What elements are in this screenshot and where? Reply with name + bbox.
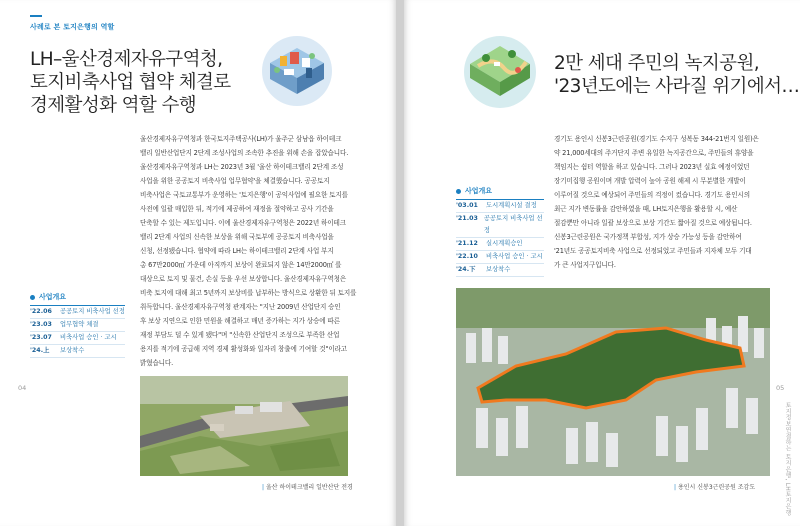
body-line: 밸리 일반산업단지 2단계 조성사업의 조속한 추진을 위해 손을 잡았습니다. — [140, 149, 349, 157]
spine-gutter — [396, 0, 404, 526]
overview-row: '24.上 보상착수 — [30, 345, 125, 358]
bullet-icon — [30, 295, 35, 300]
overview-row: '21.03 공공토지 비축사업 선정 — [456, 213, 544, 238]
left-overview-box — [30, 292, 125, 358]
left-page — [0, 0, 396, 526]
body-line: 밝혔습니다. — [140, 359, 174, 367]
body-line: 대상으로 토지 및 물건, 손실 등을 우선 보상합니다. 울산경제자유구역청은 — [140, 275, 347, 283]
left-body — [140, 132, 372, 370]
page-number: 05 — [776, 384, 785, 392]
overview-row: '24.下 보상착수 — [456, 264, 544, 277]
overview-row: '22.10 비축사업 승인 · 고시 — [456, 251, 544, 264]
right-page — [404, 0, 800, 526]
overview-row: '22.06 공공토지 비축사업 선정 — [30, 306, 125, 319]
overview-row: '23.03 업무협약 체결 — [30, 319, 125, 332]
body-line: 이루어질 것으로 예상되어 주민들의 걱정이 컸습니다. 경기도 용인시의 — [554, 191, 750, 199]
overview-row: '23.07 비축사업 승인 · 고시 — [30, 332, 125, 345]
body-line: 책임지는 쉼터 역할을 하고 있습니다. 그러나 2023년 실효 예정이었던 — [554, 163, 750, 171]
body-line: 울산경제자유구역청과 LH는 2023년 3월 '울산 하이테크밸리 2단계 조성 — [140, 163, 344, 171]
body-line: '21년도 공공토지비축 사업으로 선정되었고 주민들과 지자체 모두 기대 — [554, 247, 752, 255]
industrial-illustration — [262, 36, 332, 106]
caption-marker: | — [674, 484, 677, 491]
body-line: 취득합니다. 울산경제자유구역청 관계자는 "지난 2009년 산업단지 승인 — [140, 303, 341, 311]
body-line: 비축사업은 국토교통부가 운영하는 '토지은행'이 공익사업에 필요한 토지를 — [140, 191, 348, 199]
yongin-park-aerial-photo — [456, 288, 770, 476]
park-illustration — [464, 36, 536, 108]
left-caption: | 울산 하이테크밸리 일반산단 전경 — [262, 484, 353, 491]
body-line: 밸리 2단계 사업의 신속한 보상을 위해 국토부에 공공토지 비축사업을 — [140, 233, 334, 241]
right-title-line: '23년도에는 사라질 위기에서… — [554, 76, 800, 97]
body-line: 신청, 선정됐습니다. 협약에 따라 LH는 하이테크밸리 2단계 사업 부지 — [140, 247, 334, 255]
body-line: 후 보상 지연으로 인한 민원을 해결하고 매년 증가하는 지가 상승에 따른 — [140, 317, 340, 325]
bullet-icon — [456, 189, 461, 194]
page-number: 04 — [18, 384, 27, 392]
left-title-line: 토지비축사업 협약 체결로 — [30, 72, 231, 93]
overview-header: 사업개요 — [456, 186, 544, 200]
section-tag: 사례로 본 토지은행의 역할 — [30, 23, 115, 31]
overview-row: '03.01 도시계획시설 결정 — [456, 200, 544, 213]
body-line: 절감뿐만 아니라 일괄 보상으로 보상 기간도 짧아질 것으로 예상됩니다. — [554, 219, 752, 227]
body-line: 가 큰 사업지구입니다. — [554, 261, 616, 269]
body-line: 용지를 적기에 공급해 지역 경제 활성화와 일자리 창출에 기여할 것"이라고 — [140, 345, 347, 353]
body-line: 신봉3근린공원은 국가정책 부합성, 지가 상승 가능성 등을 감안하여 — [554, 233, 742, 241]
body-line: 재정 부담도 덜 수 있게 됐다"며 "신속한 산업단지 조성으로 부족한 산업 — [140, 331, 340, 339]
right-body — [554, 132, 784, 272]
body-line: 최근 지가 변동률을 감안하였을 때, LH토지은행을 활용할 시, 예산 — [554, 205, 738, 213]
right-title-line: 2만 세대 주민의 녹지공원, — [554, 53, 760, 74]
left-title — [30, 48, 231, 117]
overview-row: '21.12 실시계획승인 — [456, 238, 544, 251]
body-line: 사전에 일괄 매입한 뒤, 적기에 제공하여 재정을 절약하고 공사 기간을 — [140, 205, 334, 213]
right-overview-box — [456, 186, 544, 277]
overview-header: 사업개요 — [30, 292, 125, 306]
side-running-text: 토지정보연결하는 토지은행, LH토지은행 — [784, 402, 791, 516]
body-line: 총 67만2000㎡ 가운데 아직까지 보상이 완료되지 않은 14만2000㎡ 를 — [140, 261, 342, 269]
left-title-line: 경제활성화 역할 수행 — [30, 95, 197, 116]
right-caption: | 용인시 신봉3근린공원 조감도 — [674, 484, 756, 491]
body-line: 약 21,000세대의 주거단지 주변 유일한 녹지공간으로, 주민들의 휴양을 — [554, 149, 754, 157]
ulsan-aerial-photo — [140, 376, 348, 476]
left-title-line: LH–울산경제자유구역청, — [30, 49, 223, 70]
right-title — [554, 52, 799, 98]
body-line: 울산경제자유구역청과 한국토지주택공사(LH)가 울주군 삼남읍 하이테크 — [140, 135, 342, 143]
body-line: 경기도 용인시 신봉3근린공원(경기도 수지구 성복동 344-21번지 일원)은 — [554, 135, 759, 143]
body-line: 사업을 위한 공공토지 비축사업 업무협약'을 체결했습니다. 공공토지 — [140, 177, 330, 185]
body-line: 장기미집행 공원이며 개발 압력이 높아 공원 해제 시 무분별한 개발이 — [554, 177, 746, 185]
body-line: 비축 토지에 대해 최고 5년까지 보상비를 납부하는 방식으로 상환한 뒤 토지를 — [140, 289, 357, 297]
caption-marker: | — [262, 484, 265, 491]
body-line: 단축할 수 있는 제도입니다. 이에 울산경제자유구역청은 2022년 하이테크 — [140, 219, 346, 227]
